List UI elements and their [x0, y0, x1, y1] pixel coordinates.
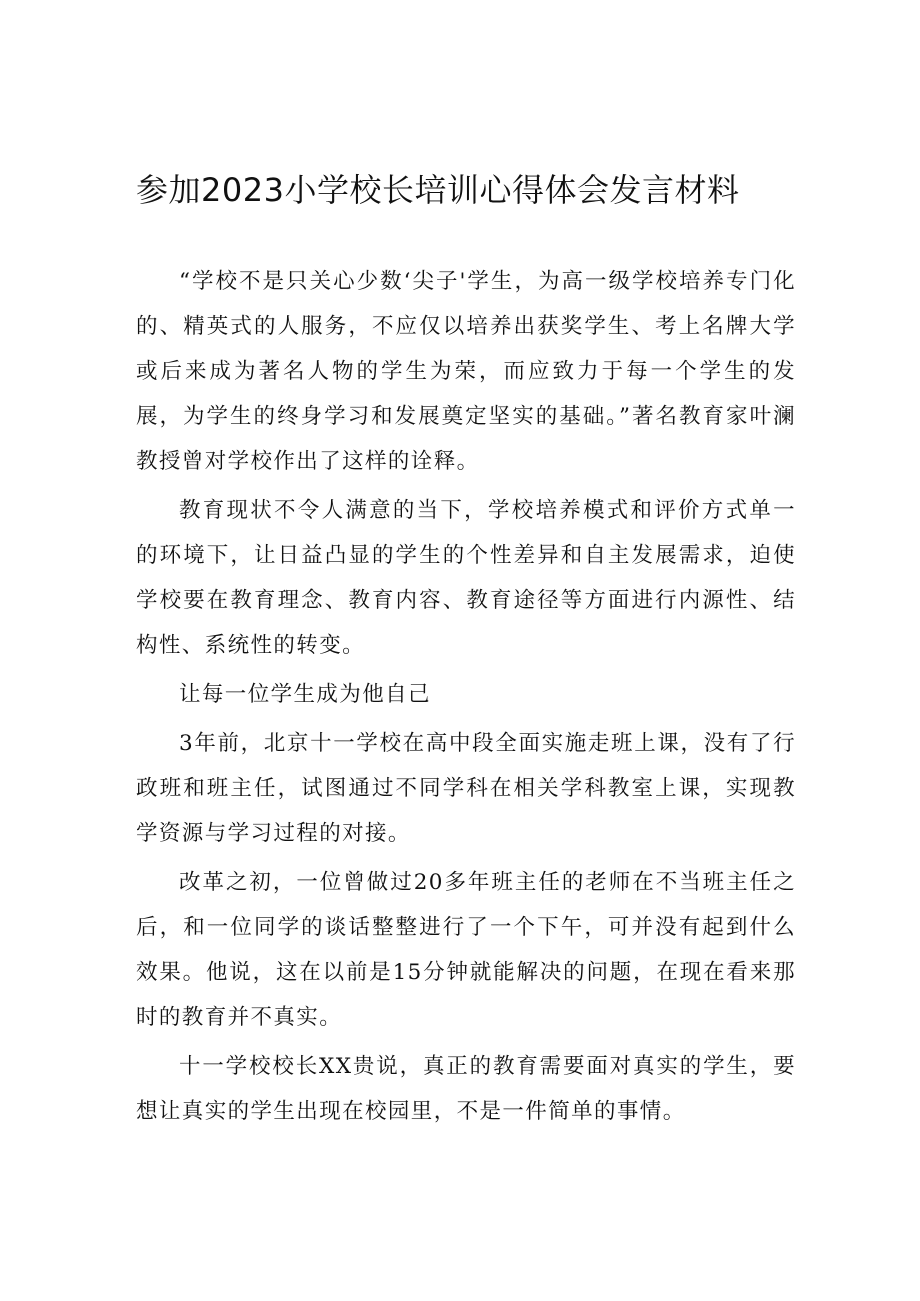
paragraph-quote: “学校不是只关心少数‘尖子'学生，为高一级学校培养专门化的、精英式的人服务，不应仅以培养出获奖学生、考上名牌大学或后来成为著名人物的学生为荣，而应致力于每一个学生的发展，为学生的终身学习和发展奠定坚实的基础。”著名教育家叶澜教授曾对学校作出了这样的诠释。 — [136, 269, 796, 474]
paragraph-education-status: 教育现状不令人满意的当下，学校培养模式和评价方式单一的环境下，让日益凸显的学生的个性差异和自主发展需求，迫使学校要在教育理念、教育内容、教育途径等方面进行内源性、结构性、系统性的转变。 — [136, 498, 796, 658]
document-title: 参加2023小学校长培训心得体会发言材料 — [136, 171, 740, 209]
paragraph-principal-quote: 十一学校校长XX贵说，真正的教育需要面对真实的学生，要想让真实的学生出现在校园里，不是一件简单的事情。 — [136, 1054, 796, 1124]
paragraph-teacher-story: 改革之初，一位曾做过20多年班主任的老师在不当班主任之后，和一位同学的谈话整整进行了一个下午，可并没有起到什么效果。他说，这在以前是15分钟就能解决的问题，在现在看来那时的教育并不真实。 — [136, 870, 796, 1030]
section-heading: 让每一位学生成为他自己 — [179, 682, 431, 707]
document-body — [136, 259, 796, 1138]
paragraph-reform-intro: 3年前，北京十一学校在高中段全面实施走班上课，没有了行政班和班主任，试图通过不同学科在相关学科教室上课，实现教学资源与学习过程的对接。 — [136, 731, 796, 846]
